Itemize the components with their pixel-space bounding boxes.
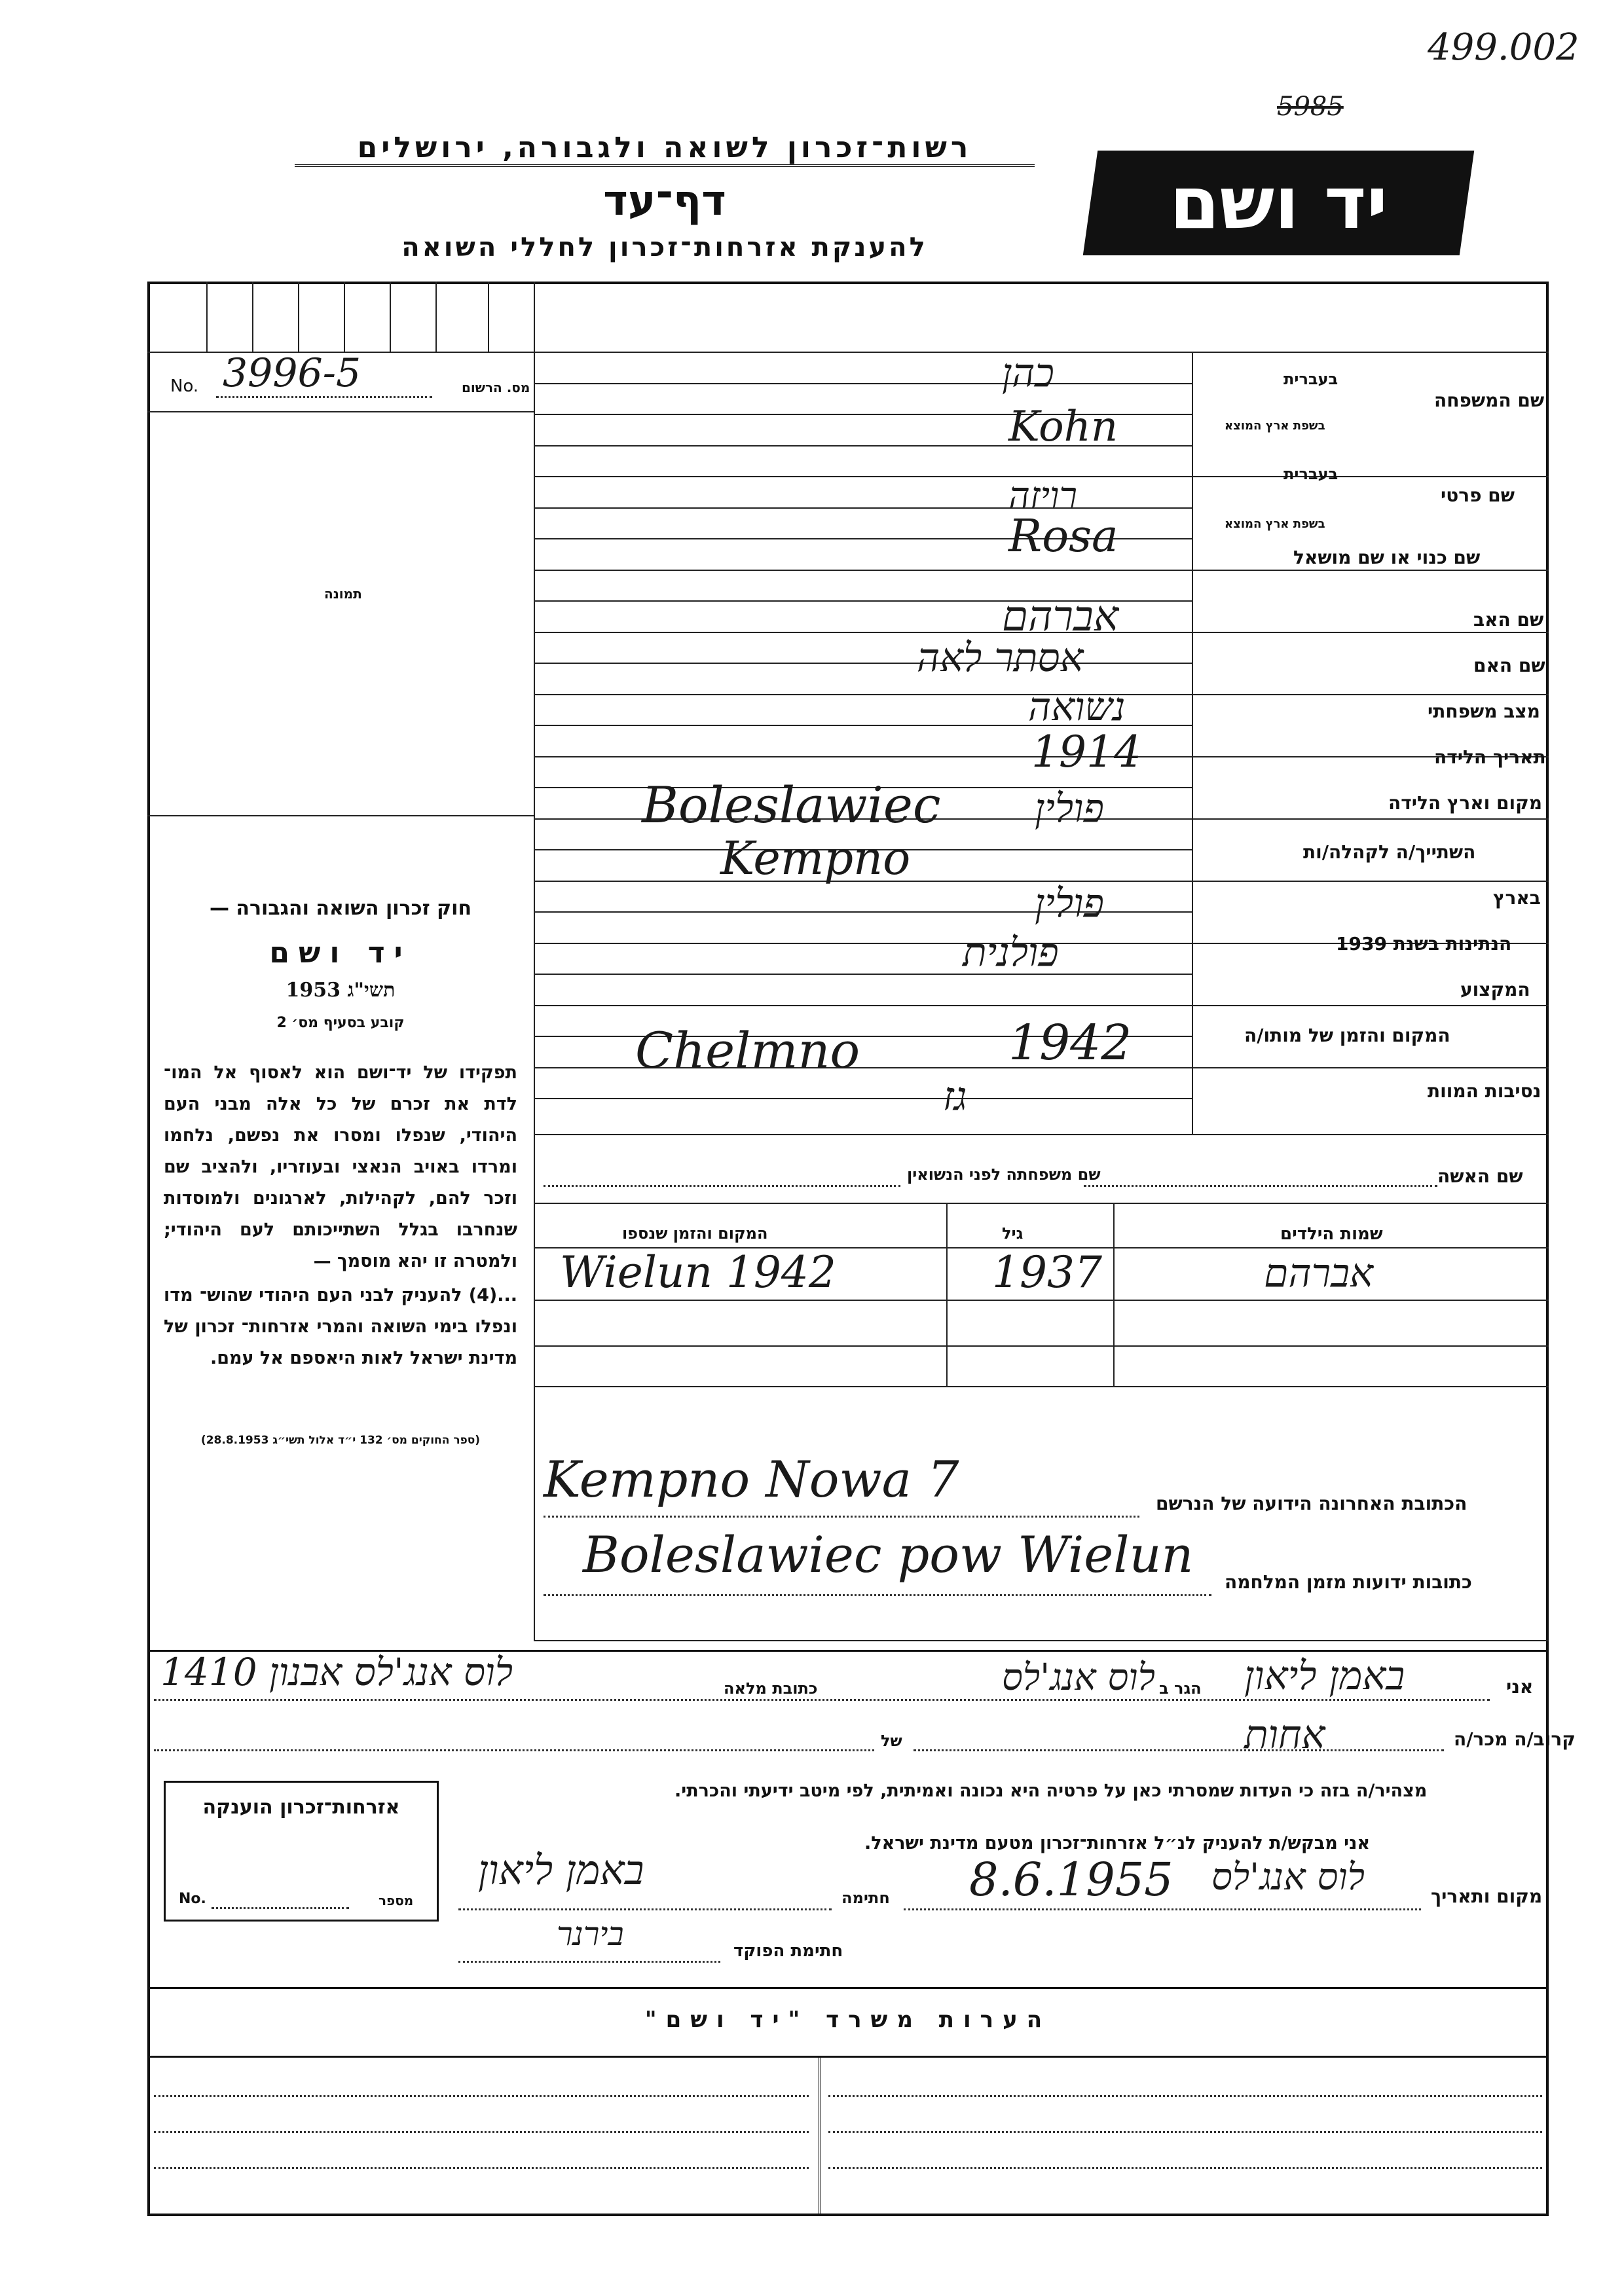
- first-name-origin: Rosa: [1008, 511, 1118, 562]
- law-source: (ספר החוקים מס׳ 132 י״ד אלול תשי״ג 28.8.1953): [200, 1434, 481, 1447]
- birthplace-country: פולין: [1035, 786, 1104, 831]
- law-clause: קובע בסעיף מס׳ 2: [276, 1015, 405, 1031]
- children-place-time-header: המקום והזמן שנספו: [622, 1224, 768, 1243]
- first-name-hebrew-label: בעברית: [1283, 465, 1338, 483]
- child-place: Wielun 1942: [560, 1247, 836, 1298]
- death-circumstances-label: נסיבות המוות: [1428, 1080, 1541, 1102]
- law-body-2: ...(4) להעניק לבני העם היהודי שהוש־ מדו ונפלו בימי השואה והמרי אזרחות־ זכרון של מדינת ישראל לאות היאספם אל עמם.: [164, 1285, 517, 1368]
- birthplace-label: מקום וארץ הלידה: [1388, 792, 1542, 814]
- signature: באמן ליאון: [478, 1846, 644, 1894]
- marital-label: מצב משפחתי: [1428, 701, 1540, 722]
- yad-vashem-logo: [1083, 151, 1474, 255]
- country-label: בארץ: [1493, 887, 1541, 909]
- law-name: יד ושם: [269, 936, 412, 970]
- law-body: תפקידו של יד־ושם הוא לאסוף אל המו־ לדת את זכרם של כל אלה מבני העם היהודי, שנפלו ומסרו את נפשם, נלחמו ומרדו באויב הנאצי ובעוזריו, ולהציב שם וזכר להם, לקהילות, לארגונים ולמוסדות שנחרבו בגלל השתייכותם לעם היהודי; ולמטרה זו יהא מוסמך —: [164, 1063, 517, 1271]
- declarant-resides-label: הגר ב: [1159, 1679, 1202, 1698]
- community: Kempno: [720, 831, 911, 885]
- office-notes-title: הערות משרד "יד ושם": [644, 2007, 1052, 2033]
- father-name: אברהם: [1002, 592, 1119, 641]
- archive-number: 499.002: [1428, 26, 1579, 69]
- archive-number-struck: 5985: [1277, 92, 1344, 122]
- citizenship-label: הנתינות בשנת 1939: [1336, 933, 1512, 955]
- first-name-origin-label: בשפת ארץ המוצא: [1225, 517, 1325, 531]
- signing-place: לוס אנג'לס: [1211, 1856, 1365, 1899]
- last-address-label: הכתובת האחרונה הידועה של הנרשם: [1156, 1493, 1467, 1514]
- mother-name: אסתר לאה: [917, 635, 1084, 681]
- declarant-label: אני: [1506, 1676, 1534, 1698]
- law-title: חוק זכרון השואה והגבורה —: [209, 897, 472, 920]
- child-age: 1937: [992, 1247, 1102, 1298]
- marital-status: נשואה: [1028, 684, 1126, 730]
- stamp-number-label: מספר: [378, 1893, 414, 1908]
- request: אני מבקש/ת להעניק לנ״ל אזרחות־זכרון מטעם מדינת ישראל.: [864, 1833, 1371, 1853]
- full-address-label: כתובת מלאה: [724, 1679, 818, 1698]
- citizenship-granted-title: אזרחות־זכרון הוענקה: [202, 1796, 400, 1819]
- registration-number: 3996-5: [223, 350, 361, 396]
- birthdate-label: תאריך הלידה: [1434, 746, 1546, 768]
- signature-label: חתימה: [841, 1889, 890, 1907]
- registration-label: מס. הרשום: [462, 380, 530, 395]
- children-names-header: שמות הילדים: [1280, 1224, 1383, 1244]
- citizenship-granted-box: [164, 1781, 439, 1922]
- war-address: Boleslawiec pow Wielun: [583, 1525, 1194, 1584]
- father-label: שם האב: [1473, 609, 1544, 630]
- of-label: של: [881, 1732, 902, 1750]
- statement: מצהיר/ה בזה כי העדות שמסרתי כאן על פרטיה היא נכונה ואמיתית, לפי מיטב ידיעתי והכרתי.: [674, 1781, 1428, 1801]
- country: פולין: [1035, 881, 1104, 926]
- community-label: השתייך/ה לקהלה/ות: [1303, 841, 1476, 863]
- stamp-no-label: No.: [179, 1891, 206, 1907]
- official-signature: בירנר: [557, 1915, 624, 1953]
- child-name: אברהם: [1264, 1250, 1373, 1296]
- place-date-label: מקום ותאריך: [1431, 1886, 1543, 1907]
- last-address: Kempno Nowa 7: [544, 1450, 959, 1508]
- nickname-label: שם כנוי או שם מושאל: [1293, 547, 1481, 568]
- citizenship: פולנית: [963, 930, 1059, 975]
- birthplace: Boleslawiec: [642, 776, 941, 834]
- form-subtitle: להענקת אזרחות־זכרון לחללי השואה: [401, 232, 928, 263]
- relation: אחות: [1244, 1712, 1325, 1758]
- mother-label: שם האם: [1473, 655, 1545, 676]
- declarant-name: באמן ליאון: [1244, 1653, 1405, 1699]
- war-address-label: כתובות ידועות מזמן המלחמה: [1225, 1571, 1472, 1593]
- registration-no-label: No.: [170, 376, 199, 396]
- first-name-hebrew: רויזה: [1008, 475, 1077, 517]
- first-name-label: שם פרטי: [1441, 484, 1515, 506]
- family-name-hebrew-label: בעברית: [1283, 370, 1338, 388]
- photo-label: תמונה: [324, 586, 362, 602]
- death-place-label: המקום והזמן של מותו/ה: [1244, 1025, 1450, 1046]
- family-name-label: שם המשפחה: [1434, 390, 1545, 411]
- spouse-label: שם האשה: [1437, 1165, 1523, 1187]
- death-circumstances: גז: [943, 1074, 967, 1120]
- death-year: 1942: [1008, 1015, 1132, 1071]
- declarant-city: לוס אנג'לס: [1002, 1656, 1155, 1699]
- logo-text: יד ושם: [1169, 161, 1388, 245]
- signing-date: 8.6.1955: [969, 1853, 1173, 1906]
- family-name-origin: Kohn: [1008, 403, 1118, 451]
- relation-label: קרוב/ה מכר/ה: [1454, 1728, 1576, 1750]
- full-address: לוס אנג'לס אבנון 1410: [160, 1650, 513, 1694]
- death-place: Chelmno: [635, 1021, 860, 1080]
- family-name-hebrew: כהן: [1002, 350, 1054, 396]
- occupation-label: המקצוע: [1460, 979, 1530, 1000]
- family-name-origin-label: בשפת ארץ המוצא: [1225, 419, 1325, 433]
- form-title: דף־עד: [603, 177, 726, 225]
- children-age-header: גיל: [1002, 1224, 1024, 1243]
- spouse-maiden-label: שם משפחתה לפני הנשואין: [907, 1165, 1101, 1184]
- law-year: תשי"ג 1953: [286, 979, 396, 1002]
- birthdate: 1914: [1031, 727, 1141, 777]
- authority-title: רשות־זכרון לשואה ולגבורה, ירושלים: [295, 131, 1035, 167]
- official-signature-label: חתימת הפוקד: [733, 1941, 843, 1961]
